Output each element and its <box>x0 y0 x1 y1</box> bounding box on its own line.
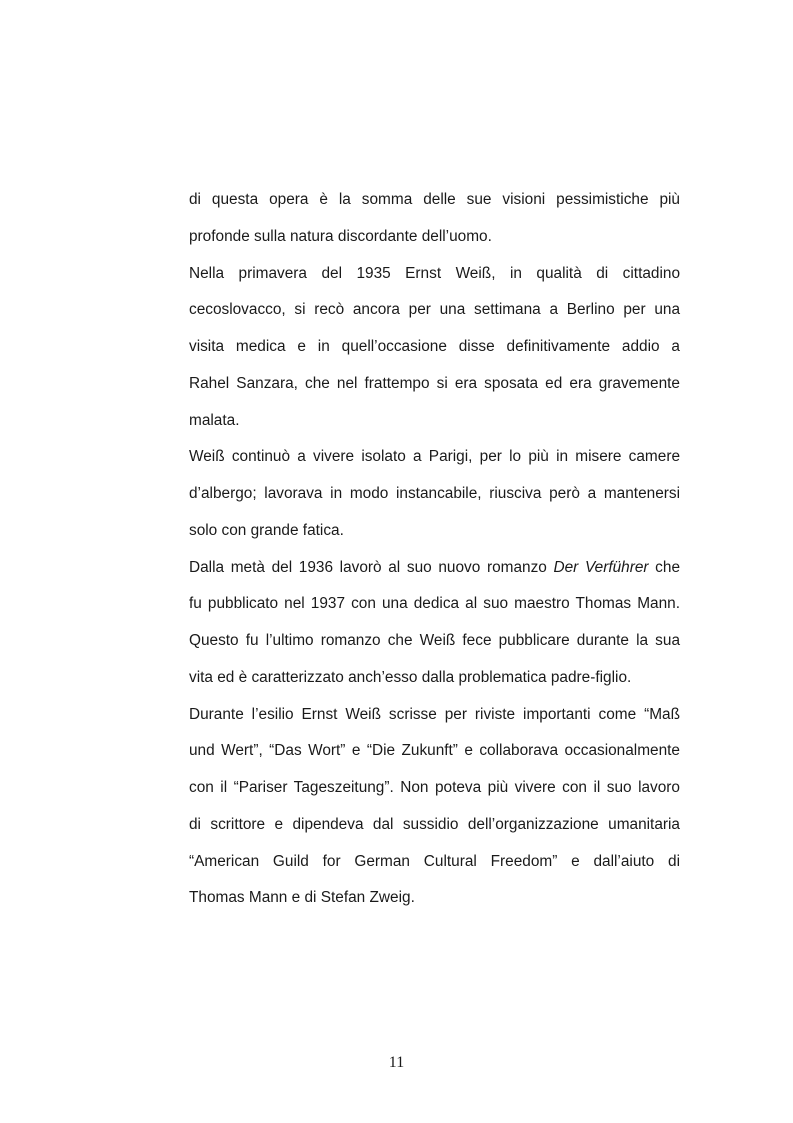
text-line: Durante l’esilio Ernst Weiß scrisse per riviste importanti come “Maß <box>189 705 680 723</box>
text-line: visita medica e in quell’occasione disse definitivamente addio a <box>189 338 680 355</box>
text-line: Nella primavera del 1935 Ernst Weiß, in qualità di cittadino <box>189 264 680 282</box>
text-line: Weiß continuò a vivere isolato a Parigi, per lo più in misere camere <box>189 448 680 466</box>
text-line: fu pubblicato nel 1937 con una dedica al suo maestro Thomas Mann. <box>189 595 680 613</box>
text-line: “American Guild for German Cultural Freedom” e dall’aiuto di <box>189 852 680 870</box>
text-line: Thomas Mann e di Stefan Zweig. <box>189 889 415 907</box>
text-line: di scrittore e dipendeva dal sussidio dell’organizzazione umanitaria <box>189 815 680 833</box>
text-line: solo con grande fatica. <box>189 521 344 539</box>
text-line: cecoslovacco, si recò ancora per una settimana a Berlino per una <box>189 301 680 319</box>
text-run: Dalla metà del 1936 lavorò al suo nuovo romanzo <box>189 558 554 576</box>
text-run: che <box>648 558 680 576</box>
text-line: und Wert”, “Das Wort” e “Die Zukunft” e collaborava occasionalmente <box>189 742 680 760</box>
body-text <box>189 182 680 917</box>
text-line: malata. <box>189 411 240 429</box>
text-line: d’albergo; lavorava in modo instancabile, riusciva però a mantenersi <box>189 485 680 502</box>
text-line: con il “Pariser Tageszeitung”. Non poteva più vivere con il suo lavoro <box>189 779 680 796</box>
text-line: Rahel Sanzara, che nel frattempo si era sposata ed era gravemente <box>189 374 680 392</box>
text-line: vita ed è caratterizzato anch’esso dalla problematica padre-figlio. <box>189 668 632 686</box>
book-title: Der Verführer <box>553 558 649 576</box>
text-line: Questo fu l’ultimo romanzo che Weiß fece pubblicare durante la sua <box>189 632 680 649</box>
text-line: profonde sulla natura discordante dell’uomo. <box>189 227 492 245</box>
text-line: di questa opera è la somma delle sue visioni pessimistiche più <box>189 191 680 208</box>
text-line <box>189 550 680 587</box>
page-number: 11 <box>388 1054 405 1071</box>
